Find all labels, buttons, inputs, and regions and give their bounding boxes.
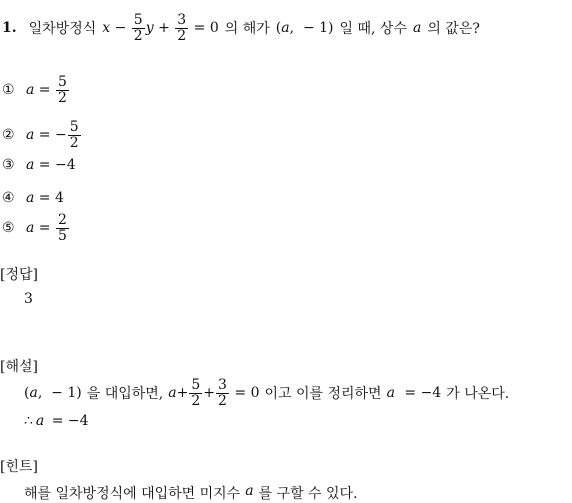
solution-line-2: ∴ a = −4	[24, 413, 89, 429]
eq-minus: −	[110, 20, 131, 36]
hint-header: [힌트]	[0, 459, 38, 475]
question-variable: a	[412, 20, 422, 36]
eq-equals-zero: = 0	[189, 20, 219, 36]
choice-3-mark: ③	[2, 157, 15, 173]
question-point: (a, − 1)	[275, 20, 334, 36]
eq-fraction-2-denominator: 2	[177, 27, 187, 44]
choice-1-mark: ①	[2, 82, 15, 98]
solution-fraction-2: $\frac{3}{2}$	[218, 376, 227, 409]
eq-x: x	[102, 20, 111, 36]
point-a: a	[281, 20, 290, 36]
choice-3[interactable]: ③ a = −4	[2, 157, 76, 173]
choice-1-fraction: $\frac{5}{2}$	[58, 73, 67, 106]
solution-line-1: (a, − 1) 을 대입하면, a + $\frac{5}{2}$ + $\frac{3}{2}$ = 0 이고 이를 정리하면 a = −4 가 나온다.	[24, 376, 510, 409]
eq-plus: +	[153, 20, 175, 36]
choice-2-fraction: $\frac{5}{2}$	[69, 118, 79, 151]
question-text-before: 일차방정식	[28, 21, 97, 37]
choice-5-mark: ⑤	[2, 220, 15, 236]
eq-y: y	[145, 20, 154, 36]
question-equation	[102, 13, 219, 43]
question-text-after-1: 의 해가	[224, 21, 270, 37]
solution-header: [해설]	[0, 359, 38, 375]
therefore-symbol: ∴	[24, 413, 33, 429]
eq-fraction-2	[175, 13, 188, 43]
eq-fraction-1-numerator: 5	[133, 11, 143, 28]
question-number: 1.	[2, 20, 17, 36]
eq-fraction-1-denominator: 2	[133, 27, 143, 44]
choice-2[interactable]: ② a = − $\frac{5}{2}$	[2, 118, 79, 151]
question-text-after-2: 일 때, 상수	[339, 21, 407, 37]
question-text-after-3: 의 값은?	[427, 21, 480, 37]
choice-2-mark: ②	[2, 127, 15, 143]
question-line	[2, 9, 480, 47]
solution-point: (a, − 1)	[24, 385, 82, 401]
choice-5[interactable]: ⑤ a = $\frac{2}{5}$	[2, 211, 67, 244]
hint-text: 해를 일차방정식에 대입하면 미지수 a 를 구할 수 있다.	[24, 483, 358, 502]
eq-fraction-1	[132, 13, 145, 43]
choice-1[interactable]: ① a = $\frac{5}{2}$	[2, 73, 67, 106]
answer-value: 3	[24, 291, 33, 307]
choice-4[interactable]: ④ a = 4	[2, 190, 64, 206]
eq-fraction-2-numerator: 3	[177, 11, 187, 28]
choice-5-fraction: $\frac{2}{5}$	[58, 211, 67, 244]
solution-equation: a + $\frac{5}{2}$ + $\frac{3}{2}$ = 0	[168, 376, 260, 409]
solution-fraction-1: $\frac{5}{2}$	[191, 376, 201, 409]
choice-4-mark: ④	[2, 190, 15, 206]
answer-header: [정답]	[0, 267, 38, 283]
